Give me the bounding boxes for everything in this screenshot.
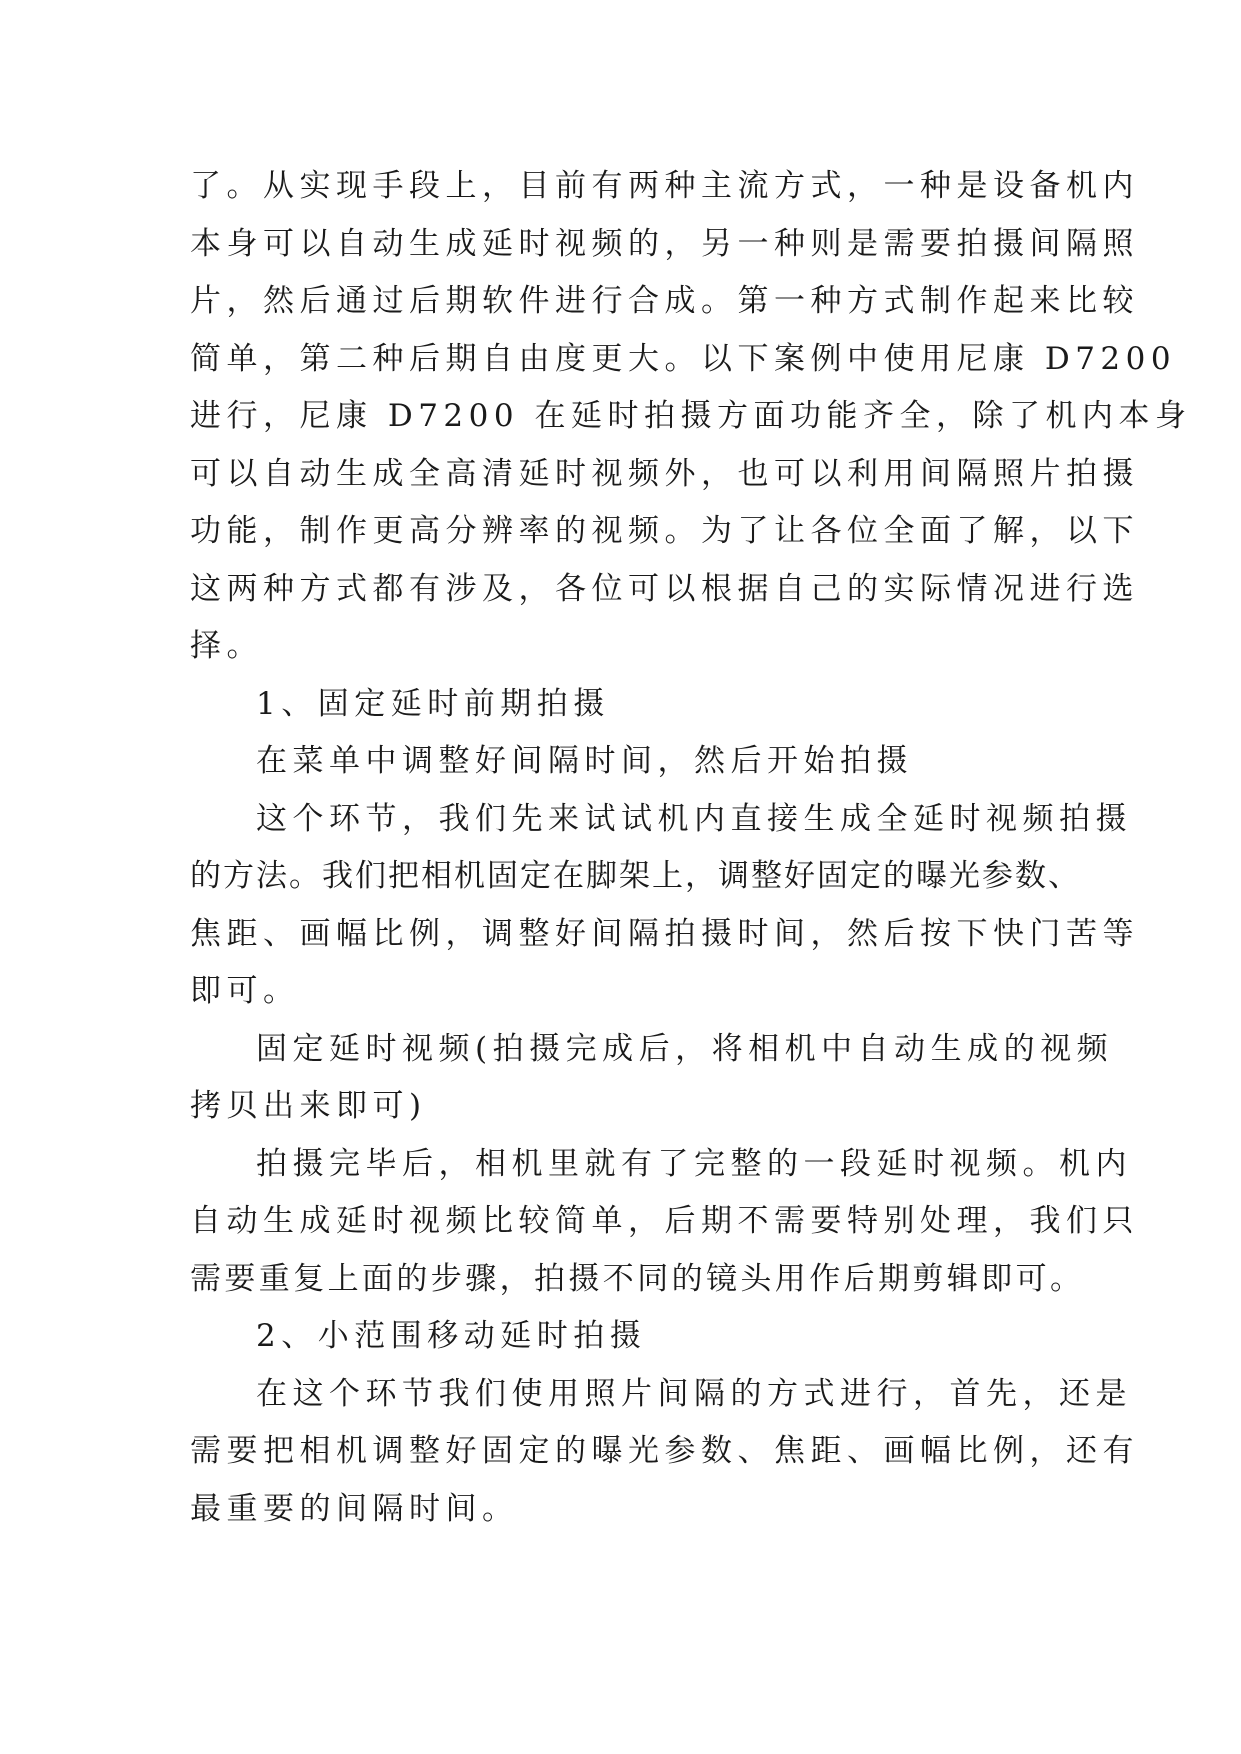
section-heading-2: 2、小范围移动延时拍摄 [256, 1318, 647, 1354]
text-line: 需要重复上面的步骤，拍摄不同的镜头用作后期剪辑即可。 [190, 1260, 1085, 1297]
section-heading-1: 1、固定延时前期拍摄 [256, 685, 610, 722]
text-line: 择。 [190, 628, 263, 664]
text-line: 这两种方式都有涉及，各位可以根据自己的实际情况进行选 [190, 570, 1139, 607]
image-caption: 固定延时视频(拍摄完成后，将相机中自动生成的视频 [256, 1030, 1114, 1067]
paragraph-start: 这个环节，我们先来试试机内直接生成全延时视频拍摄 [256, 800, 1132, 837]
text-line: 需要把相机调整好固定的曝光参数、焦距、画幅比例，还有 [190, 1433, 1139, 1469]
text-line: 可以自动生成全高清延时视频外，也可以利用间隔照片拍摄 [190, 455, 1139, 492]
paragraph-start: 拍摄完毕后，相机里就有了完整的一段延时视频。机内 [256, 1145, 1132, 1182]
text-line: 了。从实现手段上，目前有两种主流方式，一种是设备机内 [190, 168, 1139, 204]
text-line: 进行，尼康 D7200 在延时拍摄方面功能齐全，除了机内本身 [190, 398, 1192, 434]
text-line: 功能，制作更高分辨率的视频。为了让各位全面了解，以下 [190, 513, 1139, 549]
text-line: 最重要的间隔时间。 [190, 1490, 519, 1527]
text-line: 简单，第二种后期自由度更大。以下案例中使用尼康 D7200 [190, 340, 1177, 377]
text-line: 本身可以自动生成延时视频的，另一种则是需要拍摄间隔照 [190, 225, 1139, 262]
text-line: 的方法。我们把相机固定在脚架上，调整好固定的曝光参数、 [190, 858, 1081, 894]
text-line: 焦距、画幅比例，调整好间隔拍摄时间，然后按下快门苦等 [190, 915, 1139, 952]
body-text [190, 158, 1192, 1538]
text-line: 自动生成延时视频比较简单，后期不需要特别处理，我们只 [190, 1203, 1139, 1239]
text-line: 拷贝出来即可) [190, 1088, 427, 1124]
paragraph-start: 在这个环节我们使用照片间隔的方式进行，首先，还是 [256, 1375, 1132, 1412]
text-line: 即可。 [190, 973, 300, 1009]
text-line: 片，然后通过后期软件进行合成。第一种方式制作起来比较 [190, 283, 1139, 319]
image-caption: 在菜单中调整好间隔时间，然后开始拍摄 [256, 743, 913, 779]
